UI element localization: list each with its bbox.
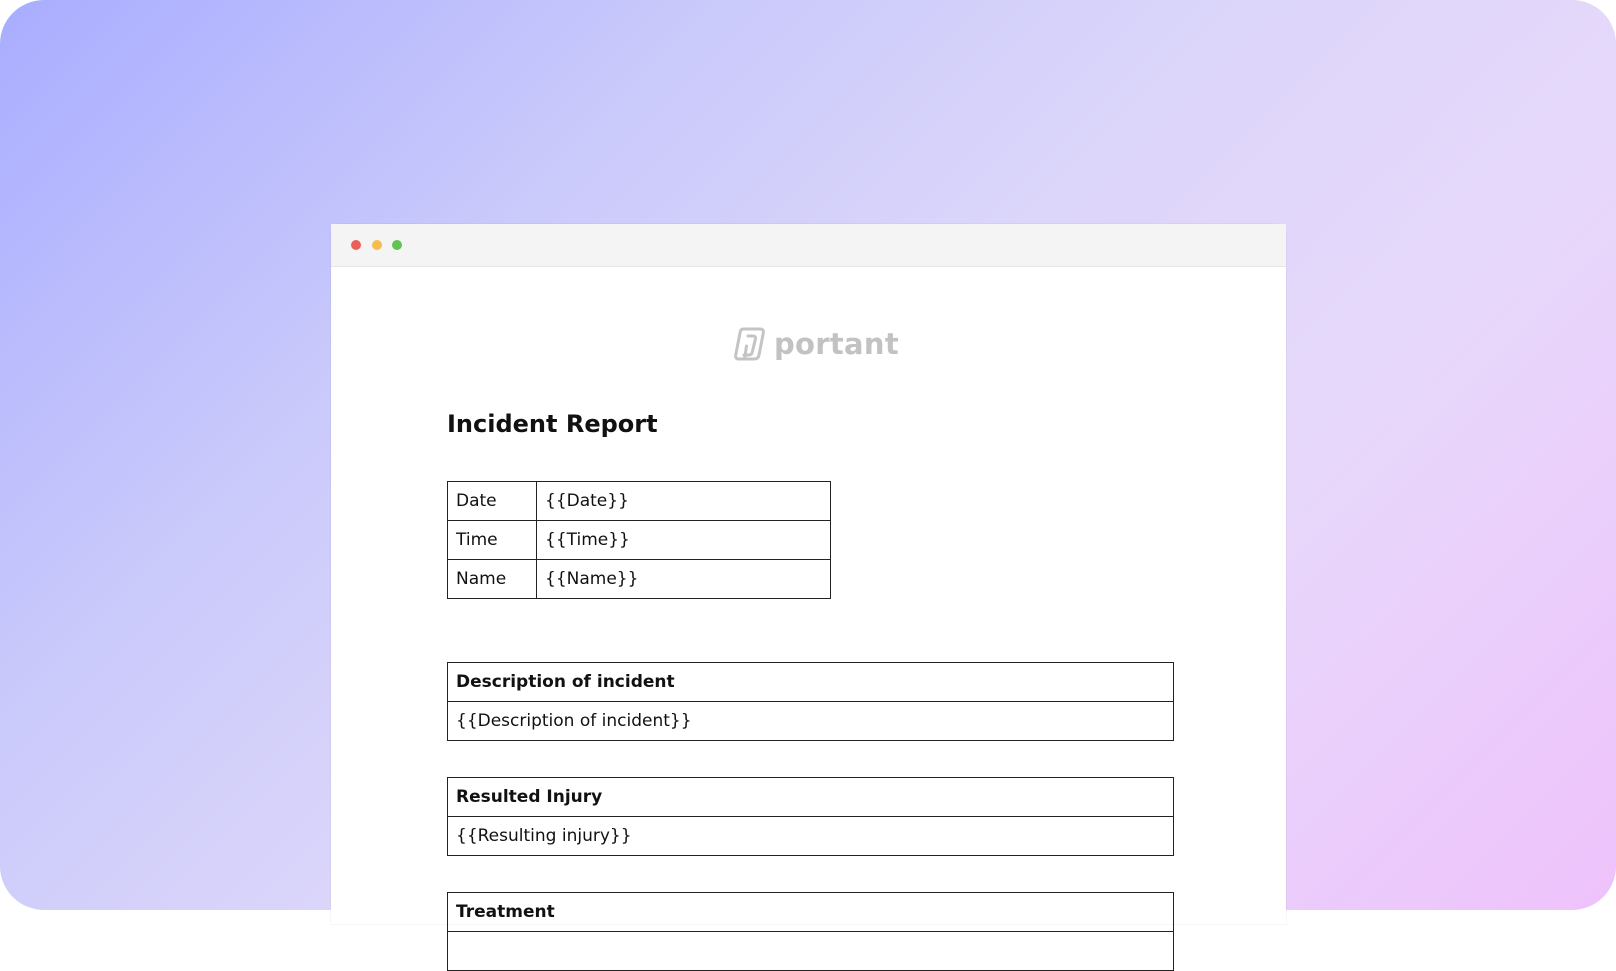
date-value[interactable]: {{Date}}	[537, 482, 831, 521]
info-table	[447, 481, 831, 599]
portant-logo	[734, 324, 899, 364]
description-heading: Description of incident	[448, 663, 1174, 702]
portant-logo-icon	[734, 325, 768, 363]
injury-heading: Resulted Injury	[448, 778, 1174, 817]
treatment-value[interactable]	[448, 932, 1174, 971]
minimize-window-button[interactable]	[372, 240, 382, 250]
table-row	[448, 560, 831, 599]
maximize-window-button[interactable]	[392, 240, 402, 250]
description-value[interactable]: {{Description of incident}}	[448, 702, 1174, 741]
document-window	[331, 224, 1286, 924]
logo-text: portant	[774, 327, 900, 361]
close-window-button[interactable]	[351, 240, 361, 250]
injury-value[interactable]: {{Resulting injury}}	[448, 817, 1174, 856]
treatment-section	[447, 892, 1174, 971]
table-row	[448, 482, 831, 521]
description-section	[447, 662, 1174, 741]
name-value[interactable]: {{Name}}	[537, 560, 831, 599]
table-row	[448, 521, 831, 560]
document-title: Incident Report	[447, 410, 658, 438]
treatment-heading: Treatment	[448, 893, 1174, 932]
time-label: Time	[448, 521, 537, 560]
time-value[interactable]: {{Time}}	[537, 521, 831, 560]
name-label: Name	[448, 560, 537, 599]
injury-section	[447, 777, 1174, 856]
window-titlebar	[331, 224, 1286, 267]
date-label: Date	[448, 482, 537, 521]
